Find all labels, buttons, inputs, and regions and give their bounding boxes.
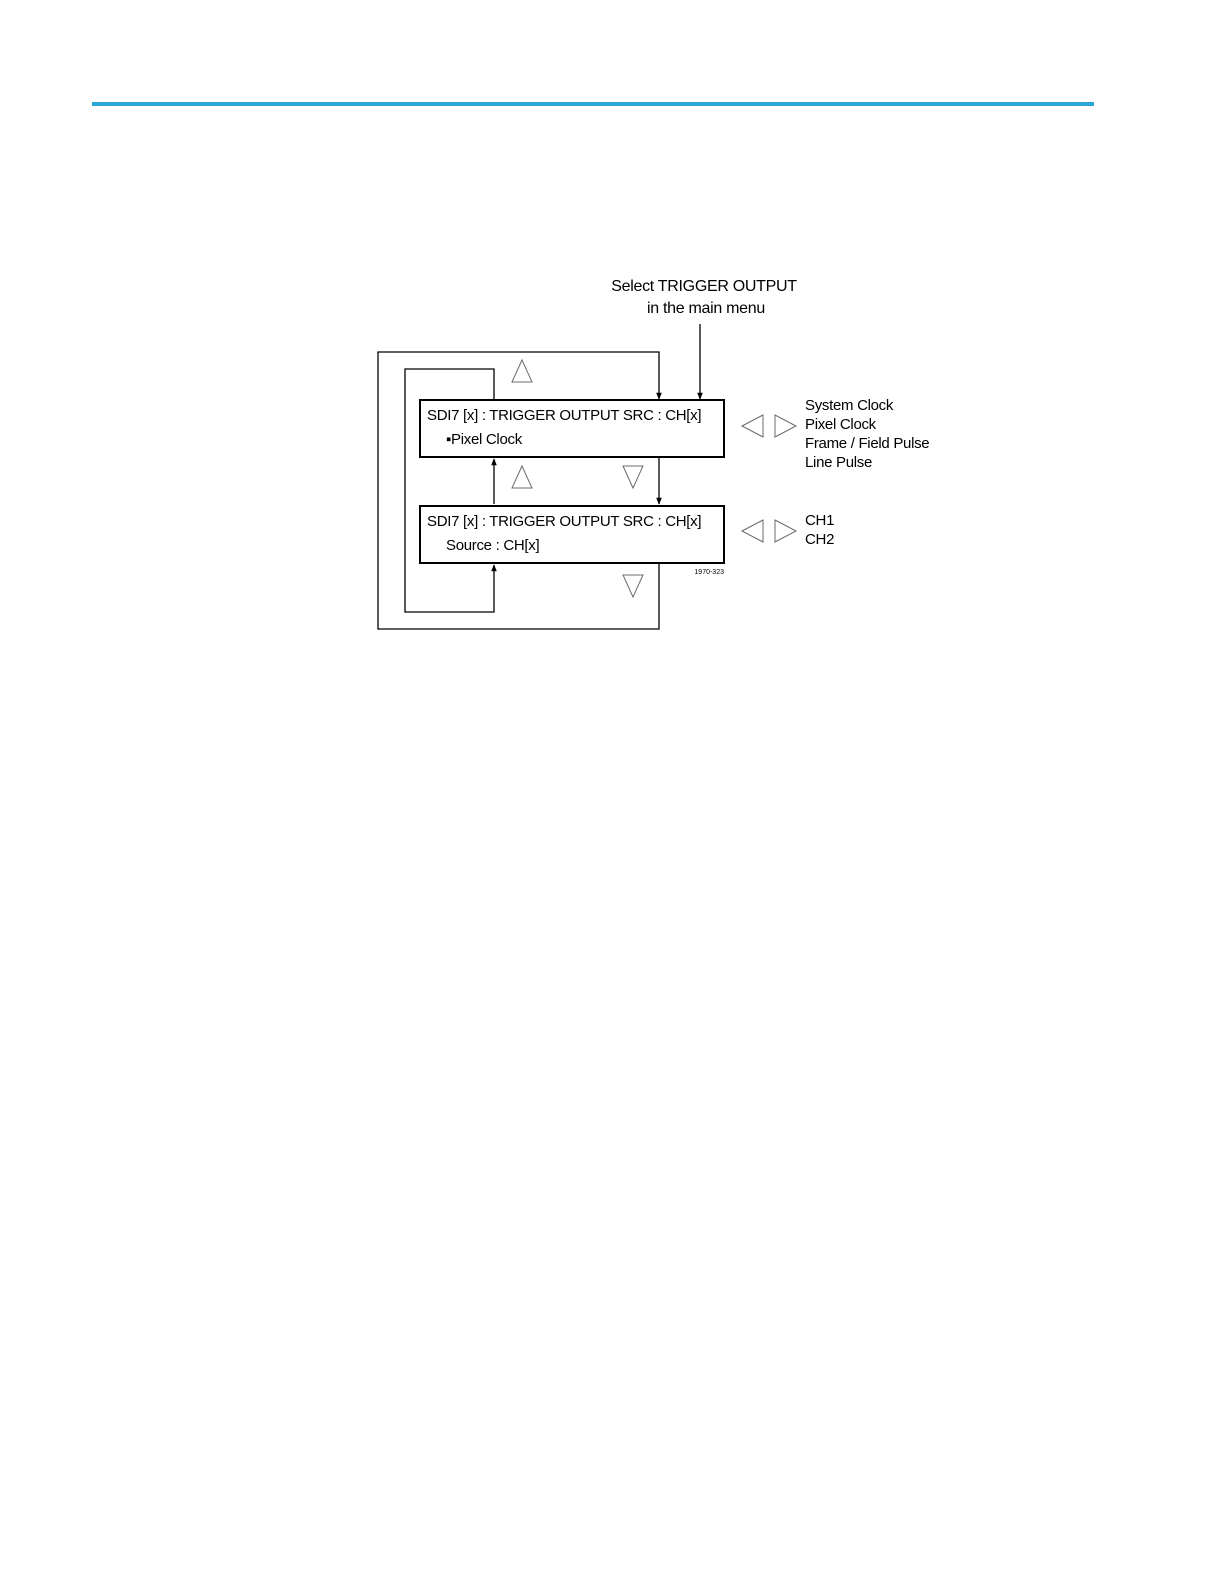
option-item: Pixel Clock	[805, 416, 876, 433]
option-list-trigger-source	[805, 397, 929, 471]
screen-value: ▪Pixel Clock	[446, 431, 522, 448]
left-arrow-button-icon	[742, 520, 763, 542]
outer-loop-connector	[378, 352, 659, 629]
right-arrow-button-icon	[775, 520, 796, 542]
screen-title: SDI7 [x] : TRIGGER OUTPUT SRC : CH[x]	[427, 407, 702, 424]
option-list-source-channel	[805, 512, 834, 548]
down-arrow-button-icon	[623, 575, 643, 597]
option-item: CH2	[805, 531, 835, 548]
option-item: System Clock	[805, 397, 894, 414]
option-item: CH1	[805, 512, 835, 529]
left-arrow-button-icon	[742, 415, 763, 437]
right-arrow-button-icon	[775, 415, 796, 437]
figure-id: 1970-323	[694, 569, 724, 576]
option-item: Line Pulse	[805, 454, 873, 471]
option-item: Frame / Field Pulse	[805, 435, 930, 452]
screen-title: SDI7 [x] : TRIGGER OUTPUT SRC : CH[x]	[427, 513, 702, 530]
entry-caption-line2: in the main menu	[647, 300, 765, 317]
screen-value: Source : CH[x]	[446, 537, 540, 554]
menu-screen-source-channel	[420, 506, 724, 563]
up-arrow-button-icon	[512, 360, 532, 382]
menu-screen-trigger-source	[420, 400, 724, 457]
up-arrow-button-icon	[512, 466, 532, 488]
entry-caption-line1: Select TRIGGER OUTPUT	[611, 278, 797, 295]
down-arrow-button-icon	[623, 466, 643, 488]
